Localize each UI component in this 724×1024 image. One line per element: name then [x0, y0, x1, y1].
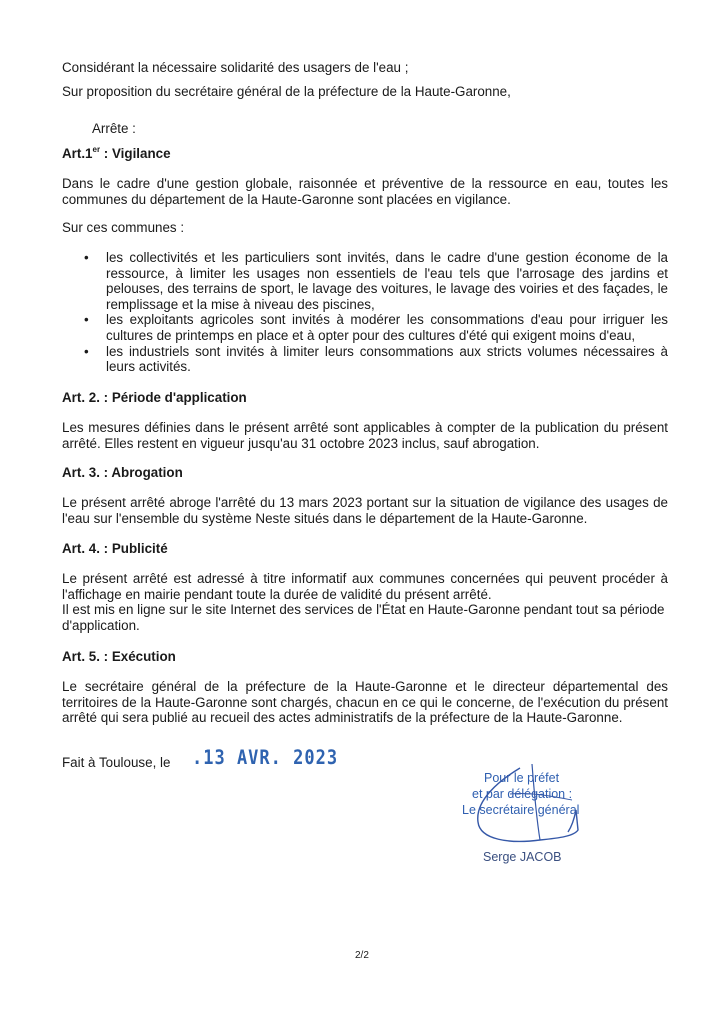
art1-heading-suffix: : Vigilance: [100, 146, 171, 161]
art3-heading: Art. 3. : Abrogation: [62, 465, 183, 480]
art1-heading: [62, 146, 171, 162]
art1-body: Dans le cadre d'une gestion globale, raisonnée et préventive de la ressource en eau, toutes les communes du département de la Haute-Garonne sont placées en vigilance.: [62, 176, 668, 207]
art1-heading-sup: er: [92, 145, 101, 154]
art5-body: Le secrétaire général de la préfecture de la Haute-Garonne et le directeur départemental des territoires de la Haute-Garonne sont chargés, chacun en ce qui le concerne, de l'exécution du présent arrêté qui sera publié au recueil des actes administratifs de la préfecture de la Haute-Garonne.: [62, 679, 668, 726]
bullet-text: les industriels sont invités à limiter leurs consommations aux stricts volumes nécessaires à leurs activités.: [106, 343, 668, 375]
art5-heading: Art. 5. : Exécution: [62, 649, 176, 664]
fait-a-toulouse: Fait à Toulouse, le: [62, 755, 171, 770]
art4-body-1: Le présent arrêté est adressé à titre informatif aux communes concernées qui peuvent procéder à l'affichage en mairie pendant toute la durée de validité du présent arrêté.: [62, 571, 668, 602]
art4-heading: Art. 4. : Publicité: [62, 541, 168, 556]
art1-heading-prefix: Art.1: [62, 146, 93, 161]
page-number: 2/2: [355, 950, 369, 961]
art1-bullet-list: [62, 250, 668, 375]
bullet-item: [62, 344, 668, 375]
art1-subheading: Sur ces communes :: [62, 220, 185, 235]
signatory-name: Serge JACOB: [483, 850, 562, 864]
art2-body: Les mesures définies dans le présent arrêté sont applicables à compter de la publication du présent arrêté. Elles restent en vigueur jusqu'au 31 octobre 2023 inclus, sauf abrogation.: [62, 420, 668, 451]
bullet-item: [62, 312, 668, 343]
handwritten-signature: [470, 760, 590, 850]
signature-line-1: Pour le préfet: [484, 771, 560, 785]
date-stamp: .13 AVR. 2023: [192, 746, 339, 770]
bullet-icon: •: [84, 343, 89, 359]
bullet-icon: •: [84, 250, 89, 265]
arrete-label: Arrête :: [92, 121, 136, 136]
art3-body: Le présent arrêté abroge l'arrêté du 13 mars 2023 portant sur la situation de vigilance des usages de l'eau sur l'ensemble du système Neste situés dans le département de la Haute-Garonne.: [62, 495, 668, 526]
bullet-icon: •: [84, 312, 89, 328]
art4-body-2: Il est mis en ligne sur le site Internet des services de l'État en Haute-Garonne pendant tout sa période d'application.: [62, 602, 665, 633]
intro-line-2: Sur proposition du secrétaire général de la préfecture de la Haute-Garonne,: [62, 84, 511, 99]
bullet-text: les collectivités et les particuliers sont invités, dans le cadre d'une gestion économe de la ressource, à limiter les usages non essentiels de l'eau tels que l'arrosage des jardins et pelouses, des terrains de sport, le lavage des voitures, le lavage des voiries et des façades, le remplissage et la mise à niveau des piscines,: [106, 250, 668, 312]
bullet-text: les exploitants agricoles sont invités à modérer les consommations d'eau pour irriguer les cultures de printemps en place et à opter pour des cultures d'été qui exigent moins d'eau,: [106, 312, 668, 343]
intro-line-1: Considérant la nécessaire solidarité des usagers de l'eau ;: [62, 60, 409, 75]
bullet-item: [62, 250, 668, 312]
signature-line-2: et par délégation :: [472, 787, 573, 801]
signature-line-3: Le secrétaire général: [462, 803, 580, 817]
art2-heading: Art. 2. : Période d'application: [62, 390, 247, 405]
